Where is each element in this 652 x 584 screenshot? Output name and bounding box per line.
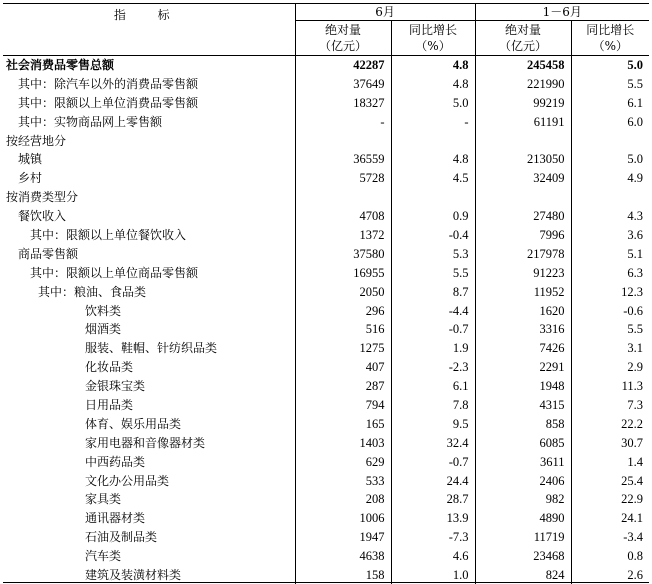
retail-sales-table-container — [3, 3, 649, 583]
ytd-abs-cell: 1620 — [475, 301, 571, 320]
june-yoy-cell: 4.8 — [391, 56, 475, 75]
june-yoy-cell: -2.3 — [391, 358, 475, 377]
june-abs-cell: 158 — [295, 566, 391, 584]
table-row — [3, 528, 649, 547]
june-yoy-cell — [391, 131, 475, 150]
june-abs-cell: 296 — [295, 301, 391, 320]
table-row — [3, 358, 649, 377]
table-row — [3, 339, 649, 358]
june-yoy-cell: 24.4 — [391, 471, 475, 490]
row-label: 按消费类型分 — [3, 188, 295, 207]
ytd-abs-cell: 1948 — [475, 377, 571, 396]
ytd-abs-cell: 23468 — [475, 547, 571, 566]
june-abs-cell: 4638 — [295, 547, 391, 566]
ytd-yoy-cell: 6.1 — [627, 95, 644, 110]
row-label: 其中：限额以上单位商品零售额 — [3, 263, 295, 282]
ytd-yoy-cell: 7.3 — [627, 397, 644, 412]
june-abs-cell: 2050 — [295, 282, 391, 301]
table-row — [3, 396, 649, 415]
table-row — [3, 566, 649, 584]
june-yoy-cell: 5.3 — [391, 244, 475, 263]
table-row — [3, 547, 649, 566]
june-abs-cell: 407 — [295, 358, 391, 377]
june-abs-cell: - — [295, 112, 391, 131]
ytd-abs-cell: 824 — [475, 566, 571, 584]
ytd-yoy-cell: 22.9 — [621, 492, 644, 507]
june-abs-cell: 37649 — [295, 74, 391, 93]
june-yoy-cell: 6.1 — [391, 377, 475, 396]
ytd-yoy-cell: 4.3 — [627, 209, 644, 224]
table-row — [3, 282, 649, 301]
june-yoy-cell: -0.7 — [391, 452, 475, 471]
ytd-abs-cell: 99219 — [475, 93, 571, 112]
june-yoy-cell: 4.8 — [391, 74, 475, 93]
row-label: 石油及制品类 — [3, 528, 295, 547]
june-yoy-cell: 7.8 — [391, 396, 475, 415]
ytd-yoy-cell: 3.1 — [627, 341, 644, 356]
retail-sales-table — [3, 4, 649, 584]
ytd-abs-cell: 982 — [475, 490, 571, 509]
row-label: 家具类 — [3, 490, 295, 509]
june-abs-cell: 42287 — [295, 56, 391, 75]
table-row — [3, 301, 649, 320]
row-label: 建筑及装潢材料类 — [3, 566, 295, 584]
ytd-yoy-cell: 5.5 — [627, 76, 644, 91]
table-row — [3, 56, 649, 75]
ytd-abs-cell: 7426 — [475, 339, 571, 358]
row-label: 烟酒类 — [3, 320, 295, 339]
ytd-yoy-cell: 12.3 — [621, 284, 644, 299]
june-yoy-cell: 5.0 — [391, 93, 475, 112]
ytd-yoy-cell: 4.9 — [627, 171, 644, 186]
june-abs-cell: 1006 — [295, 509, 391, 528]
ytd-abs-cell: 217978 — [475, 244, 571, 263]
table-row — [3, 320, 649, 339]
ytd-yoy-cell: -3.4 — [623, 530, 644, 545]
ytd-abs-cell: 2291 — [475, 358, 571, 377]
ytd-abs-cell: 858 — [475, 414, 571, 433]
june-abs-cell: 18327 — [295, 93, 391, 112]
ytd-yoy-cell: 2.9 — [627, 360, 644, 375]
june-yoy-cell: 4.5 — [391, 169, 475, 188]
row-label: 其中：限额以上单位餐饮收入 — [3, 226, 295, 245]
row-label: 体育、娱乐用品类 — [3, 414, 295, 433]
ytd-yoy-cell: -0.6 — [623, 303, 644, 318]
ytd-yoy-cell: 30.7 — [621, 435, 644, 450]
ytd-yoy-cell — [571, 188, 649, 207]
ytd-abs-cell: 3316 — [475, 320, 571, 339]
table-body — [3, 56, 649, 584]
ytd-abs-cell: 245458 — [475, 56, 571, 75]
row-label: 金银珠宝类 — [3, 377, 295, 396]
table-row — [3, 112, 649, 131]
ytd-abs-cell — [475, 188, 571, 207]
june-abs-cell: 36559 — [295, 150, 391, 169]
june-abs-cell: 516 — [295, 320, 391, 339]
june-yoy-cell: 32.4 — [391, 433, 475, 452]
ytd-abs-cell: 11952 — [475, 282, 571, 301]
table-row — [3, 244, 649, 263]
table-row — [3, 226, 649, 245]
june-abs-cell: 4708 — [295, 207, 391, 226]
table-row — [3, 471, 649, 490]
header-period-jan-jun: 1－6月 — [475, 4, 649, 21]
june-yoy-cell: 13.9 — [391, 509, 475, 528]
ytd-abs-cell: 27480 — [475, 207, 571, 226]
table-row — [3, 93, 649, 112]
june-abs-cell: 794 — [295, 396, 391, 415]
table-row — [3, 490, 649, 509]
table-row — [3, 509, 649, 528]
table-row — [3, 131, 649, 150]
ytd-abs-cell: 213050 — [475, 150, 571, 169]
ytd-yoy-cell: 25.4 — [621, 473, 644, 488]
june-abs-cell — [295, 188, 391, 207]
june-yoy-cell: 4.8 — [391, 150, 475, 169]
table-row — [3, 414, 649, 433]
ytd-yoy-cell: 2.6 — [627, 567, 644, 582]
table-row — [3, 452, 649, 471]
ytd-abs-cell: 7996 — [475, 226, 571, 245]
june-abs-cell: 5728 — [295, 169, 391, 188]
june-abs-cell — [295, 131, 391, 150]
ytd-abs-cell: 221990 — [475, 74, 571, 93]
june-yoy-cell: - — [391, 112, 475, 131]
june-yoy-cell: -0.7 — [391, 320, 475, 339]
june-yoy-cell: 1.0 — [391, 566, 475, 584]
table-row — [3, 74, 649, 93]
june-yoy-cell — [391, 188, 475, 207]
ytd-yoy-cell — [571, 131, 649, 150]
row-label: 家用电器和音像器材类 — [3, 433, 295, 452]
row-label: 其中：粮油、食品类 — [3, 282, 295, 301]
row-label: 社会消费品零售总额 — [3, 56, 295, 75]
row-label: 其中：除汽车以外的消费品零售额 — [3, 74, 295, 93]
row-label: 汽车类 — [3, 547, 295, 566]
ytd-abs-cell — [475, 131, 571, 150]
table-row — [3, 150, 649, 169]
june-yoy-cell: 0.9 — [391, 207, 475, 226]
ytd-abs-cell: 32409 — [475, 169, 571, 188]
ytd-abs-cell: 3611 — [475, 452, 571, 471]
row-label: 文化办公用品类 — [3, 471, 295, 490]
ytd-yoy-cell: 22.2 — [621, 416, 644, 431]
ytd-abs-cell: 4890 — [475, 509, 571, 528]
ytd-abs-cell: 61191 — [475, 112, 571, 131]
header-june-yoy: 同比增长 （%） — [391, 21, 475, 56]
june-yoy-cell: 4.6 — [391, 547, 475, 566]
ytd-abs-cell: 11719 — [475, 528, 571, 547]
june-yoy-cell: 5.5 — [391, 263, 475, 282]
ytd-yoy-cell: 5.0 — [627, 152, 644, 167]
row-label: 城镇 — [3, 150, 295, 169]
row-label: 乡村 — [3, 169, 295, 188]
june-abs-cell: 1947 — [295, 528, 391, 547]
row-label: 服装、鞋帽、针纺织品类 — [3, 339, 295, 358]
row-label: 其中：限额以上单位消费品零售额 — [3, 93, 295, 112]
ytd-yoy-cell: 1.4 — [627, 454, 644, 469]
ytd-abs-cell: 6085 — [475, 433, 571, 452]
table-row — [3, 169, 649, 188]
ytd-yoy-cell: 0.8 — [627, 549, 644, 564]
ytd-yoy-cell: 11.3 — [621, 379, 644, 394]
header-period-june: 6月 — [295, 4, 475, 21]
june-yoy-cell: 1.9 — [391, 339, 475, 358]
june-yoy-cell: 28.7 — [391, 490, 475, 509]
ytd-abs-cell: 91223 — [475, 263, 571, 282]
ytd-yoy-cell: 5.0 — [627, 58, 644, 73]
june-abs-cell: 1403 — [295, 433, 391, 452]
june-yoy-cell: -0.4 — [391, 226, 475, 245]
row-label: 中西药品类 — [3, 452, 295, 471]
header-june-abs: 绝对量 （亿元） — [295, 21, 391, 56]
table-row — [3, 207, 649, 226]
header-ytd-yoy: 同比增长 （%） — [571, 21, 649, 56]
june-abs-cell: 533 — [295, 471, 391, 490]
ytd-abs-cell: 4315 — [475, 396, 571, 415]
june-yoy-cell: 8.7 — [391, 282, 475, 301]
ytd-yoy-cell: 5.1 — [627, 246, 644, 261]
row-label: 其中：实物商品网上零售额 — [3, 112, 295, 131]
row-label: 化妆品类 — [3, 358, 295, 377]
header-indicator: 指 标 — [3, 4, 295, 56]
june-yoy-cell: -7.3 — [391, 528, 475, 547]
row-label: 饮料类 — [3, 301, 295, 320]
ytd-abs-cell: 2406 — [475, 471, 571, 490]
table-row — [3, 263, 649, 282]
june-yoy-cell: 9.5 — [391, 414, 475, 433]
ytd-yoy-cell: 24.1 — [621, 511, 644, 526]
table-row — [3, 377, 649, 396]
ytd-yoy-cell: 6.0 — [627, 114, 644, 129]
june-abs-cell: 287 — [295, 377, 391, 396]
header-ytd-abs: 绝对量 （亿元） — [475, 21, 571, 56]
june-abs-cell: 16955 — [295, 263, 391, 282]
june-abs-cell: 1275 — [295, 339, 391, 358]
june-abs-cell: 1372 — [295, 226, 391, 245]
row-label: 日用品类 — [3, 396, 295, 415]
row-label: 通讯器材类 — [3, 509, 295, 528]
ytd-yoy-cell: 3.6 — [627, 227, 644, 242]
june-abs-cell: 208 — [295, 490, 391, 509]
row-label: 商品零售额 — [3, 244, 295, 263]
june-abs-cell: 37580 — [295, 244, 391, 263]
ytd-yoy-cell: 6.3 — [627, 265, 644, 280]
row-label: 按经营地分 — [3, 131, 295, 150]
ytd-yoy-cell: 5.5 — [627, 322, 644, 337]
june-abs-cell: 165 — [295, 414, 391, 433]
june-yoy-cell: -4.4 — [391, 301, 475, 320]
row-label: 餐饮收入 — [3, 207, 295, 226]
table-row — [3, 433, 649, 452]
table-row — [3, 188, 649, 207]
june-abs-cell: 629 — [295, 452, 391, 471]
